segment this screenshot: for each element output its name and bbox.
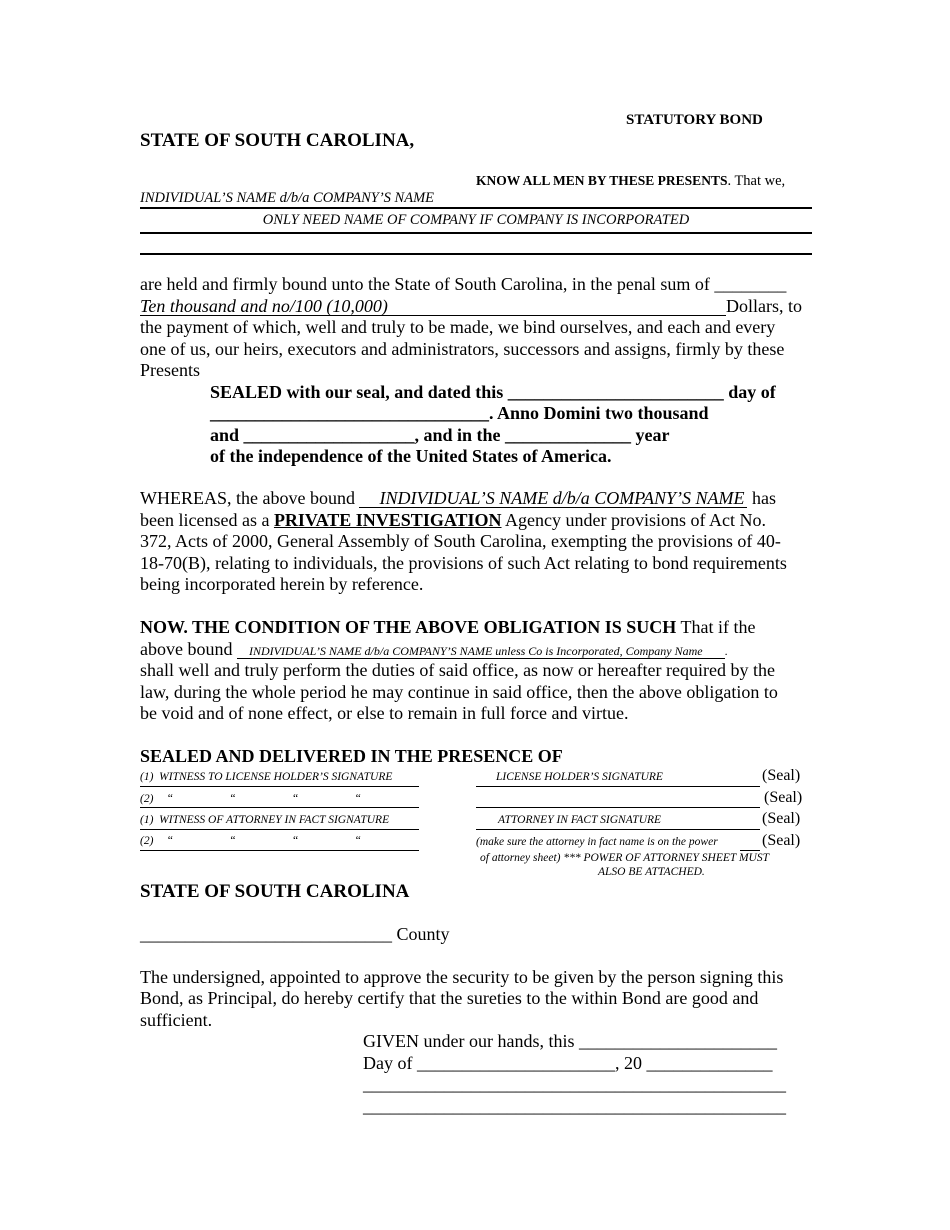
whereas-line-3: 372, Acts of 2000, General Assembly of South Carolina, exempting the provisions of 40- bbox=[140, 531, 781, 551]
know-all-men-line bbox=[476, 173, 785, 190]
seal-label: (Seal) bbox=[764, 789, 803, 806]
penal-line-4: one of us, our heirs, executors and administrators, successors and assigns, firmly by these bbox=[140, 339, 785, 359]
license-type: PRIVATE INVESTIGATION bbox=[273, 510, 502, 530]
whereas-line-1 bbox=[140, 488, 776, 509]
witness-row bbox=[140, 835, 361, 847]
sealed-line-4: of the independence of the United States of America. bbox=[210, 446, 612, 466]
witness-num: (1) bbox=[140, 814, 154, 826]
penal-sum-written: Ten thousand and no/100 (10,000) bbox=[140, 297, 726, 316]
day-line: Day of ______________________, 20 ______________ bbox=[363, 1053, 773, 1073]
witness-label: WITNESS OF ATTORNEY IN FACT SIGNATURE bbox=[159, 814, 390, 826]
poa-note-line-2: ALSO BE ATTACHED. bbox=[598, 866, 705, 878]
sealed-line-1: SEALED with our seal, and dated this ________________________ day of bbox=[210, 382, 776, 402]
witness-label: WITNESS TO LICENSE HOLDER’S SIGNATURE bbox=[159, 771, 393, 783]
poa-note-line-1: of attorney sheet) *** POWER OF ATTORNEY SHEET MUST bbox=[480, 852, 769, 864]
principal-name: INDIVIDUAL’S NAME d/b/a COMPANY’S NAME bbox=[140, 190, 435, 206]
condition-heading: NOW. THE CONDITION OF THE ABOVE OBLIGATION IS SUCH bbox=[140, 617, 677, 637]
license-holder-signature-label: LICENSE HOLDER’S SIGNATURE bbox=[496, 771, 663, 783]
certification-line-1: The undersigned, appointed to approve the security to be given by the person signing this bbox=[140, 967, 784, 987]
witness-row bbox=[140, 814, 389, 826]
seal-label: (Seal) bbox=[762, 810, 801, 827]
signature-line bbox=[476, 807, 760, 808]
ditto-marks: “ “ “ “ bbox=[167, 835, 361, 847]
witness-num: (1) bbox=[140, 771, 154, 783]
divider-line bbox=[140, 207, 812, 209]
state-heading: STATE OF SOUTH CAROLINA, bbox=[140, 130, 415, 151]
blank-signature-line: _______________________________________________ bbox=[363, 1096, 786, 1116]
know-all-men-text: KNOW ALL MEN BY THESE PRESENTS bbox=[476, 173, 728, 188]
whereas-line2-suffix: Agency under provisions of Act No. bbox=[505, 510, 766, 530]
signature-line bbox=[476, 786, 760, 787]
whereas-line-5: being incorporated herein by reference. bbox=[140, 574, 424, 594]
certification-line-3: sufficient. bbox=[140, 1010, 213, 1030]
penal-line-5: Presents bbox=[140, 360, 200, 380]
condition-heading-tail: That if the bbox=[680, 617, 756, 637]
whereas-line-4: 18-70(B), relating to individuals, the provisions of such Act relating to bond requirements bbox=[140, 553, 787, 573]
attorney-signature-label: ATTORNEY IN FACT SIGNATURE bbox=[498, 814, 662, 826]
condition-line2-prefix: above bound bbox=[140, 639, 233, 659]
signature-line bbox=[140, 807, 419, 808]
witness-num: (2) bbox=[140, 835, 154, 847]
ditto-marks: “ “ “ “ bbox=[167, 793, 361, 805]
signature-line bbox=[740, 850, 760, 851]
penal-line-1: are held and firmly bound unto the State of South Carolina, in the penal sum of ________ bbox=[140, 274, 787, 294]
whereas-line-2 bbox=[140, 510, 766, 531]
signature-line bbox=[140, 829, 419, 830]
signature-line bbox=[140, 786, 419, 787]
divider-line bbox=[140, 232, 812, 234]
given-line: GIVEN under our hands, this ______________________ bbox=[363, 1031, 777, 1051]
certification-state-heading: STATE OF SOUTH CAROLINA bbox=[140, 881, 410, 902]
witness-row bbox=[140, 793, 361, 805]
company-note: ONLY NEED NAME OF COMPANY IF COMPANY IS INCORPORATED bbox=[262, 212, 690, 228]
bond-title: STATUTORY BOND bbox=[626, 112, 763, 128]
condition-line-5: be void and of none effect, or else to remain in full force and virtue. bbox=[140, 703, 629, 723]
whereas-suffix: has bbox=[751, 488, 776, 508]
county-line: ____________________________ County bbox=[140, 924, 450, 944]
whereas-line2-prefix: been licensed as a bbox=[140, 510, 270, 530]
condition-line-3: shall well and truly perform the duties of said office, as now or hereafter required by the bbox=[140, 660, 775, 680]
divider-line bbox=[140, 253, 812, 255]
penal-line-3: the payment of which, well and truly to be made, we bind ourselves, and each and every bbox=[140, 317, 776, 337]
know-all-men-tail: . That we, bbox=[727, 173, 786, 189]
signature-line bbox=[140, 850, 419, 851]
sealed-line-2: _______________________________. Anno Domini two thousand bbox=[210, 403, 709, 423]
sealed-line-3: and ___________________, and in the ______________ year bbox=[210, 425, 670, 445]
whereas-prefix: WHEREAS, the above bound bbox=[140, 488, 355, 508]
attorney-name-note: (make sure the attorney in fact name is on the power bbox=[476, 836, 718, 848]
condition-line-2: above bound INDIVIDUAL’S NAME d/b/a COMPANY’S NAME unless Co is Incorporated, Company Name . bbox=[140, 639, 728, 659]
witness-row bbox=[140, 771, 392, 783]
penal-sum-suffix: Dollars, to bbox=[726, 296, 802, 316]
signature-line bbox=[476, 829, 760, 830]
whereas-name: INDIVIDUAL’S NAME d/b/a COMPANY’S NAME bbox=[359, 489, 747, 508]
condition-line-1 bbox=[140, 617, 755, 638]
condition-line-4: law, during the whole period he may continue in said office, then the above obligation to bbox=[140, 682, 778, 702]
certification-line-2: Bond, as Principal, do hereby certify that the sureties to the within Bond are good and bbox=[140, 988, 759, 1008]
seal-label: (Seal) bbox=[762, 767, 801, 784]
signatures-heading: SEALED AND DELIVERED IN THE PRESENCE OF bbox=[140, 746, 563, 766]
witness-num: (2) bbox=[140, 793, 154, 805]
penal-sum-line bbox=[140, 296, 812, 317]
blank-signature-line: _______________________________________________ bbox=[363, 1074, 786, 1094]
seal-label: (Seal) bbox=[762, 832, 801, 849]
condition-name-note: INDIVIDUAL’S NAME d/b/a COMPANY’S NAME unless Co is Incorporated, Company Name bbox=[237, 644, 725, 659]
